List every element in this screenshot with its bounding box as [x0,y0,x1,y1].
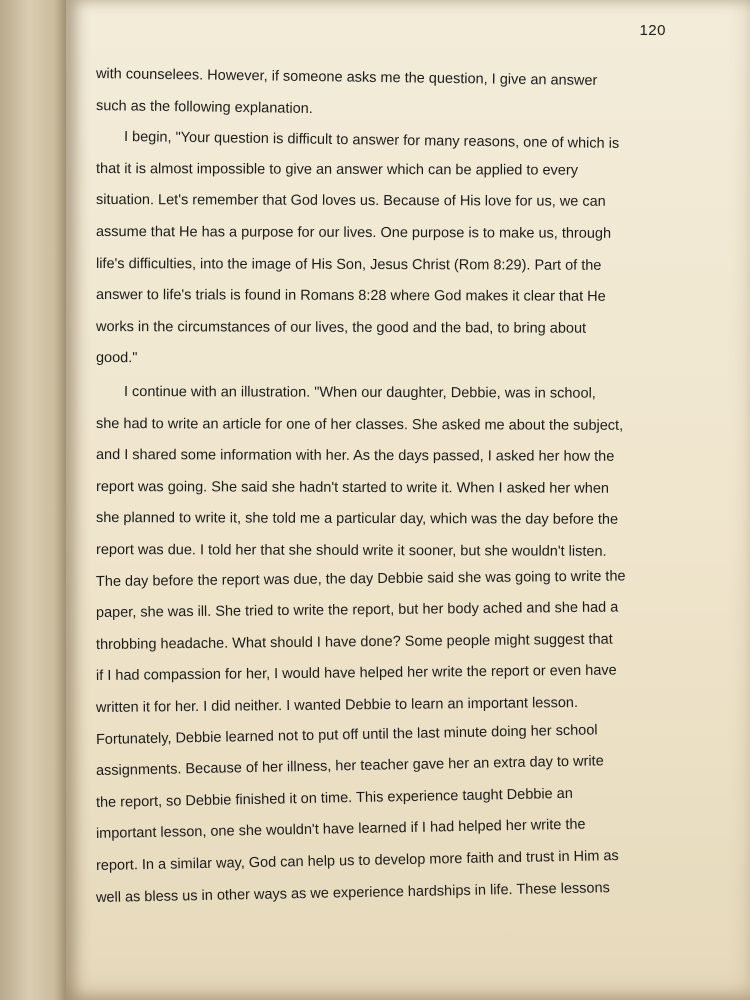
text-line: good." [95,350,138,367]
text-line: well as bless us in other ways as we experience hardships in life. These lessons [95,879,610,906]
text-line: that it is almost impossible to give an answer which can be applied to every [95,160,579,179]
text-line: report. In a similar way, God can help us to develop more faith and trust in Him as [95,847,619,874]
text-line: written it for her. I did neither. I wanted Debbie to learn an important lesson. [95,694,579,716]
text-line: report was due. I told her that she should write it sooner, but she wouldn't listen. [95,542,607,560]
text-line: I begin, "Your question is difficult to answer for many reasons, one of which is [123,129,620,153]
text-line: situation. Let's remember that God loves us. Because of His love for us, we can [95,192,606,211]
text-line: report was going. She said she hadn't started to write it. When I asked her when [95,478,609,497]
text-line: and I shared some information with her. As the days passed, I asked her how the [95,447,615,465]
text-line: answer to life's trials is found in Romans 8:28 where God makes it clear that He [95,287,606,305]
text-line: such as the following explanation. [95,97,313,117]
text-line: Fortunately, Debbie learned not to put off until the last minute doing her school [95,721,598,748]
book-page [66,0,750,1000]
page-number: 120 [639,22,666,39]
text-line: if I had compassion for her, I would have helped her write the report or even have [95,662,617,685]
text-line: The day before the report was due, the day Debbie said she was going to write the [95,568,626,590]
text-line: throbbing headache. What should I have done? Some people might suggest that [95,631,613,653]
book-spine [0,0,72,1000]
text-line: she had to write an article for one of her classes. She asked me about the subject, [95,415,624,434]
text-line: with counselees. However, if someone asks me the question, I give an answer [95,66,598,89]
text-line: assignments. Because of her illness, her teacher gave her an extra day to write [95,753,604,780]
text-line: life's difficulties, into the image of His Son, Jesus Christ (Rom 8:29). Part of the [95,255,602,274]
text-line: assume that He has a purpose for our lives. One purpose is to make us, through [95,224,612,242]
text-line: she planned to write it, she told me a particular day, which was the day before the [95,510,619,529]
text-line: I continue with an illustration. "When our daughter, Debbie, was in school, [123,384,596,402]
text-line: paper, she was ill. She tried to write the report, but her body ached and she had a [95,599,619,622]
text-line: works in the circumstances of our lives, the good and the bad, to bring about [95,318,587,337]
text-line: the report, so Debbie finished it on time. This experience taught Debbie an [95,785,573,811]
text-line: important lesson, one she wouldn't have learned if I had helped her write the [95,816,586,843]
